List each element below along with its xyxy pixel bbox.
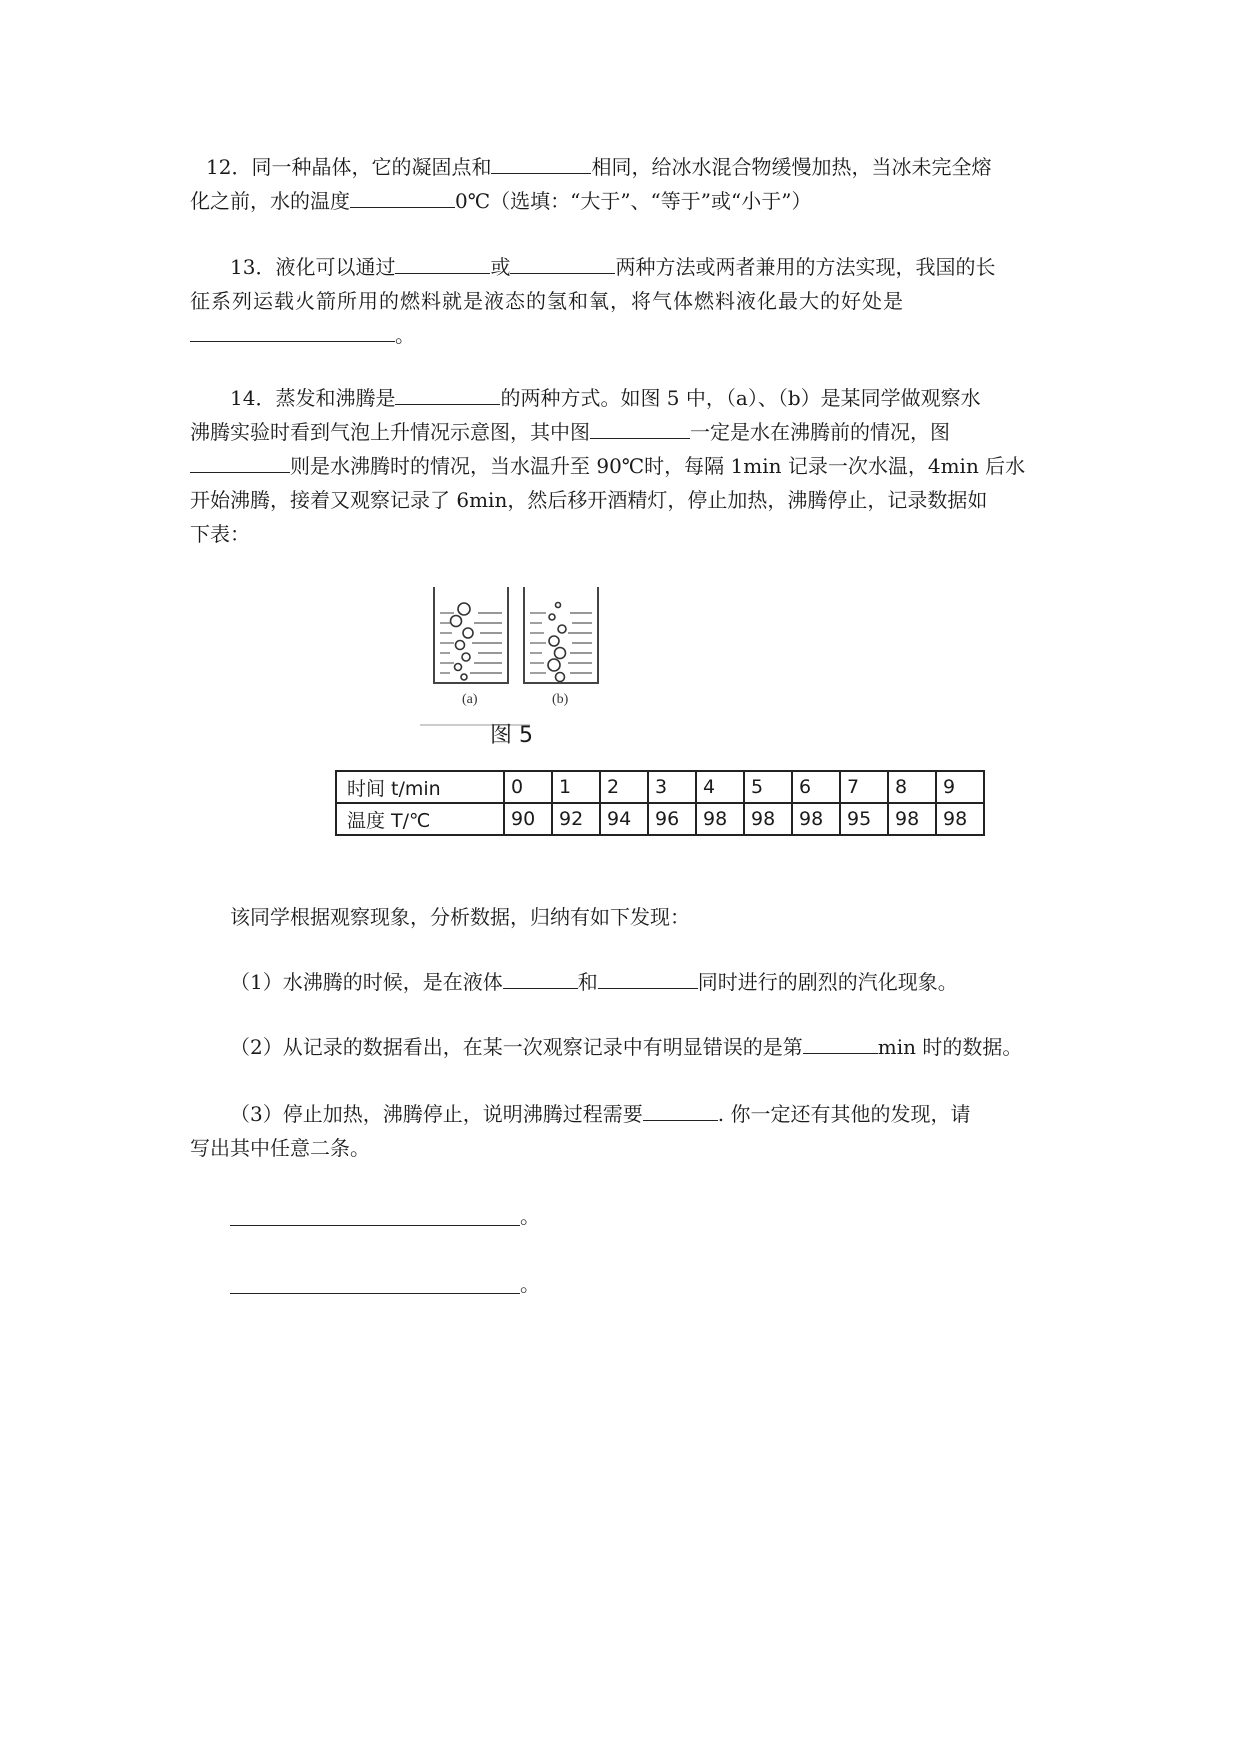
temp-cell: 98 bbox=[888, 803, 936, 835]
temp-cell: 98 bbox=[792, 803, 840, 835]
q13-blank-2[interactable] bbox=[510, 272, 615, 274]
table-row-temp bbox=[336, 803, 984, 835]
q12-blank-2[interactable] bbox=[350, 206, 455, 208]
q13-text: 。 bbox=[395, 323, 415, 347]
answer-line-2[interactable] bbox=[230, 1292, 520, 1294]
q14-text: 沸腾实验时看到气泡上升情况示意图，其中图 bbox=[190, 420, 590, 444]
q13-text: 征系列运载火箭所用的燃料就是液态的氢和氧，将气体燃料液化最大的好处是 bbox=[190, 289, 904, 313]
question-12 bbox=[190, 150, 1060, 218]
temp-cell: 98 bbox=[744, 803, 792, 835]
finding-1-blank-1[interactable] bbox=[503, 987, 578, 989]
finding-text: 写出其中任意二条。 bbox=[190, 1136, 370, 1160]
q13-blank-1[interactable] bbox=[395, 272, 490, 274]
figure-label-b: (b) bbox=[552, 692, 569, 707]
q14-text: 的两种方式。如图 5 中，（a）、（b）是某同学做观察水 bbox=[500, 386, 981, 410]
q12-text: 12．同一种晶体，它的凝固点和 bbox=[206, 155, 492, 179]
temp-cell: 98 bbox=[936, 803, 984, 835]
answer-line-1-end: 。 bbox=[520, 1204, 540, 1228]
q12-blank-1[interactable] bbox=[491, 172, 591, 174]
temp-cell: 94 bbox=[600, 803, 648, 835]
temp-header: 温度 T/℃ bbox=[336, 803, 504, 835]
time-cell: 3 bbox=[648, 771, 696, 803]
data-table bbox=[335, 770, 985, 836]
time-cell: 0 bbox=[504, 771, 552, 803]
figure-label-a: (a) bbox=[462, 692, 478, 707]
time-cell: 5 bbox=[744, 771, 792, 803]
q14-text: 下表： bbox=[190, 522, 250, 546]
finding-text: 同时进行的剧烈的汽化现象。 bbox=[697, 970, 958, 994]
q14-text: 开始沸腾，接着又观察记录了 6min，然后移开酒精灯，停止加热，沸腾停止，记录数据如 bbox=[190, 488, 988, 512]
temp-cell: 90 bbox=[504, 803, 552, 835]
time-cell: 9 bbox=[936, 771, 984, 803]
temp-cell: 98 bbox=[696, 803, 744, 835]
q13-text: 两种方法或两者兼用的方法实现，我国的长 bbox=[615, 255, 996, 279]
time-cell: 4 bbox=[696, 771, 744, 803]
finding-3 bbox=[190, 1097, 1060, 1165]
finding-text: （2）从记录的数据看出，在某一次观察记录中有明显错误的是第 bbox=[230, 1035, 803, 1059]
q14-text: 14．蒸发和沸腾是 bbox=[230, 386, 396, 410]
temp-cell: 95 bbox=[840, 803, 888, 835]
finding-1-blank-2[interactable] bbox=[598, 987, 698, 989]
q14-blank-3[interactable] bbox=[190, 471, 290, 473]
finding-2-blank[interactable] bbox=[803, 1052, 878, 1054]
q14-text: 一定是水在沸腾前的情况，图 bbox=[690, 420, 950, 444]
time-cell: 6 bbox=[792, 771, 840, 803]
q13-blank-3[interactable] bbox=[190, 340, 395, 342]
q12-text: 相同，给冰水混合物缓慢加热，当冰未完全熔 bbox=[591, 155, 992, 179]
finding-3-blank[interactable] bbox=[643, 1119, 718, 1121]
question-14 bbox=[190, 381, 1060, 551]
q14-text: 则是水沸腾时的情况，当水温升至 90℃时，每隔 1min 记录一次水温，4min 后水 bbox=[290, 454, 1026, 478]
finding-text: （3）停止加热，沸腾停止，说明沸腾过程需要 bbox=[230, 1102, 643, 1126]
finding-text: 和 bbox=[577, 970, 598, 994]
q14-blank-1[interactable] bbox=[395, 403, 500, 405]
figure-caption: 图 5 bbox=[490, 723, 533, 748]
finding-1 bbox=[230, 965, 1060, 999]
temp-cell: 96 bbox=[648, 803, 696, 835]
time-cell: 1 bbox=[552, 771, 600, 803]
q12-text: 化之前，水的温度 bbox=[190, 189, 350, 213]
q13-text: 13．液化可以通过 bbox=[230, 255, 396, 279]
findings-intro: 该同学根据观察现象，分析数据，归纳有如下发现： bbox=[230, 905, 690, 929]
question-13 bbox=[190, 250, 1060, 352]
finding-text: . 你一定还有其他的发现，请 bbox=[717, 1102, 971, 1126]
temp-cell: 92 bbox=[552, 803, 600, 835]
q13-text: 或 bbox=[490, 255, 511, 279]
time-header: 时间 t/min bbox=[336, 771, 504, 803]
time-cell: 7 bbox=[840, 771, 888, 803]
time-cell: 2 bbox=[600, 771, 648, 803]
table-row-time bbox=[336, 771, 984, 803]
finding-text: （1）水沸腾的时候，是在液体 bbox=[230, 970, 503, 994]
finding-2 bbox=[230, 1030, 1060, 1064]
time-cell: 8 bbox=[888, 771, 936, 803]
finding-text: min 时的数据。 bbox=[877, 1035, 1023, 1059]
q12-text: 0℃（选填：“大于”、“等于”或“小于”） bbox=[455, 189, 812, 213]
answer-line-2-end: 。 bbox=[520, 1272, 540, 1296]
answer-line-1[interactable] bbox=[230, 1224, 520, 1226]
q14-blank-2[interactable] bbox=[590, 437, 690, 439]
